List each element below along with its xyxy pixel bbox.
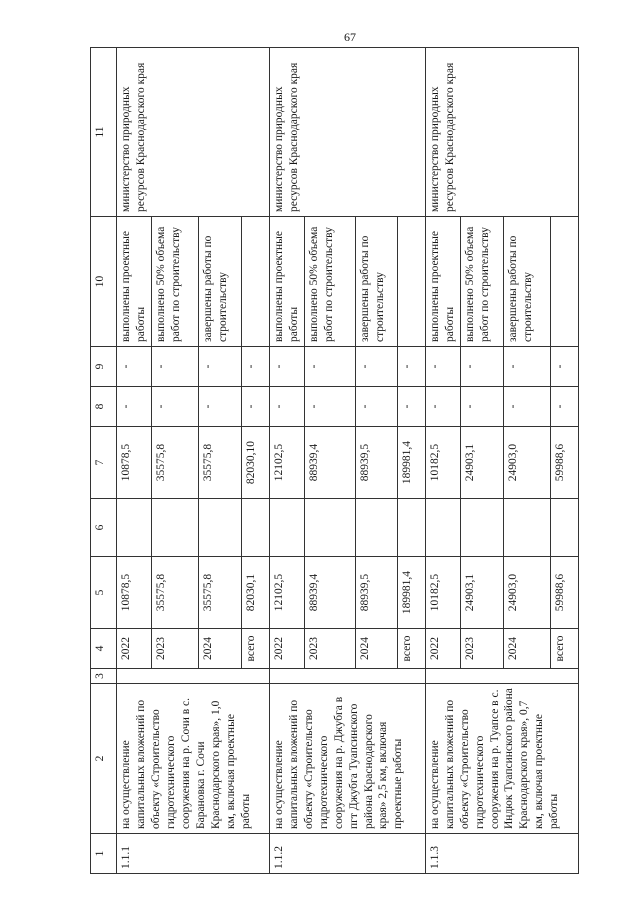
- amount-cell: [397, 499, 425, 557]
- table-row: [269, 48, 304, 874]
- amount-cell: [460, 499, 503, 557]
- amount-cell: [503, 499, 550, 557]
- header-cell: 4: [91, 629, 117, 669]
- amount-cell: 82030,10: [241, 427, 269, 499]
- rotated-table-frame: [90, 48, 575, 874]
- amount-cell: 24903,1: [460, 427, 503, 499]
- amount-cell: -: [269, 347, 304, 387]
- header-cell: 9: [91, 347, 117, 387]
- year-cell: 2024: [355, 629, 397, 669]
- amount-cell: 35575,8: [151, 427, 198, 499]
- header-cell: 8: [91, 387, 117, 427]
- amount-cell: 82030,1: [241, 557, 269, 629]
- item-description: на осуществление капитальных вложений по объекту «Строительство гидротехнического сооружения на р. Джубга в пгт Джубга Туапсинского района Краснодарского края» 2,5 км, включая проектные работы: [269, 684, 425, 834]
- header-cell: 10: [91, 217, 117, 347]
- amount-cell: 35575,8: [198, 427, 241, 499]
- amount-cell: 189981,4: [397, 427, 425, 499]
- header-cell: 1: [91, 834, 117, 874]
- header-cell: 3: [91, 669, 117, 684]
- year-cell: 2023: [460, 629, 503, 669]
- item-description: на осуществление капитальных вложений по объекту «Строительство гидротехнического сооружения на р. Туапсе в с. Индюк Туапсинского района Краснодарского края», 0,7 км, включая проектные работы: [425, 684, 578, 834]
- amount-cell: 189981,4: [397, 557, 425, 629]
- amount-cell: 88939,4: [304, 557, 355, 629]
- result-cell: завершены работы по строительству: [503, 217, 550, 347]
- year-cell: 2024: [503, 629, 550, 669]
- amount-cell: -: [425, 387, 460, 427]
- amount-cell: -: [425, 347, 460, 387]
- result-cell: выполнены проектные работы: [269, 217, 304, 347]
- result-cell: завершены работы по строительству: [198, 217, 241, 347]
- result-cell: завершены работы по строительству: [355, 217, 397, 347]
- responsible-cell: министерство природных ресурсов Краснодарского края: [117, 48, 270, 217]
- program-table: [90, 47, 579, 874]
- amount-cell: -: [117, 387, 152, 427]
- amount-cell: [117, 499, 152, 557]
- amount-cell: 10182,5: [425, 427, 460, 499]
- responsible-cell: министерство природных ресурсов Краснодарского края: [425, 48, 578, 217]
- responsible-cell: министерство природных ресурсов Краснодарского края: [269, 48, 425, 217]
- header-cell: 6: [91, 499, 117, 557]
- header-cell: 5: [91, 557, 117, 629]
- amount-cell: 10878,5: [117, 427, 152, 499]
- year-cell: всего: [397, 629, 425, 669]
- result-cell: [397, 217, 425, 347]
- amount-cell: -: [151, 347, 198, 387]
- table-row: [117, 48, 152, 874]
- year-cell: 2023: [151, 629, 198, 669]
- amount-cell: [241, 499, 269, 557]
- amount-cell: [355, 499, 397, 557]
- page-number: 67: [344, 30, 356, 44]
- amount-cell: 59988,6: [550, 427, 578, 499]
- amount-cell: -: [117, 347, 152, 387]
- amount-cell: [269, 499, 304, 557]
- amount-cell: 59988,6: [550, 557, 578, 629]
- amount-cell: [550, 499, 578, 557]
- item-id: 1.1.1: [117, 834, 270, 874]
- amount-cell: 24903,0: [503, 557, 550, 629]
- amount-cell: -: [198, 347, 241, 387]
- amount-cell: [425, 499, 460, 557]
- amount-cell: -: [503, 387, 550, 427]
- amount-cell: 88939,5: [355, 557, 397, 629]
- header-row: [91, 48, 117, 874]
- result-cell: выполнено 50% объема работ по строительству: [304, 217, 355, 347]
- amount-cell: -: [241, 387, 269, 427]
- amount-cell: 35575,8: [151, 557, 198, 629]
- item-description: на осуществление капитальных вложений по объекту «Строительство гидротехнического сооружения на р. Сочи в с. Барановка г. Сочи Краснодарского края», 1,0 км, включая проектные работы: [117, 684, 270, 834]
- col3-cell: [117, 669, 270, 684]
- amount-cell: -: [355, 387, 397, 427]
- amount-cell: [304, 499, 355, 557]
- amount-cell: -: [304, 347, 355, 387]
- result-cell: выполнены проектные работы: [117, 217, 152, 347]
- table-row: [425, 48, 460, 874]
- amount-cell: -: [460, 347, 503, 387]
- amount-cell: 10878,5: [117, 557, 152, 629]
- amount-cell: -: [550, 387, 578, 427]
- amount-cell: -: [503, 347, 550, 387]
- amount-cell: -: [304, 387, 355, 427]
- amount-cell: 88939,5: [355, 427, 397, 499]
- amount-cell: 12102,5: [269, 427, 304, 499]
- year-cell: всего: [550, 629, 578, 669]
- result-cell: выполнено 50% объема работ по строительству: [151, 217, 198, 347]
- amount-cell: [151, 499, 198, 557]
- header-cell: 2: [91, 684, 117, 834]
- result-cell: [550, 217, 578, 347]
- header-cell: 7: [91, 427, 117, 499]
- year-cell: 2022: [425, 629, 460, 669]
- amount-cell: -: [241, 347, 269, 387]
- year-cell: 2022: [269, 629, 304, 669]
- amount-cell: -: [355, 347, 397, 387]
- amount-cell: 12102,5: [269, 557, 304, 629]
- amount-cell: 24903,1: [460, 557, 503, 629]
- amount-cell: -: [460, 387, 503, 427]
- year-cell: 2023: [304, 629, 355, 669]
- item-id: 1.1.3: [425, 834, 578, 874]
- col3-cell: [425, 669, 578, 684]
- amount-cell: -: [269, 387, 304, 427]
- result-cell: выполнено 50% объема работ по строительству: [460, 217, 503, 347]
- header-cell: 11: [91, 48, 117, 217]
- amount-cell: 24903,0: [503, 427, 550, 499]
- year-cell: 2022: [117, 629, 152, 669]
- amount-cell: [198, 499, 241, 557]
- amount-cell: -: [397, 347, 425, 387]
- col3-cell: [269, 669, 425, 684]
- year-cell: всего: [241, 629, 269, 669]
- amount-cell: -: [397, 387, 425, 427]
- item-id: 1.1.2: [269, 834, 425, 874]
- amount-cell: -: [151, 387, 198, 427]
- amount-cell: 10182,5: [425, 557, 460, 629]
- result-cell: [241, 217, 269, 347]
- result-cell: выполнены проектные работы: [425, 217, 460, 347]
- amount-cell: 35575,8: [198, 557, 241, 629]
- year-cell: 2024: [198, 629, 241, 669]
- amount-cell: -: [550, 347, 578, 387]
- amount-cell: 88939,4: [304, 427, 355, 499]
- amount-cell: -: [198, 387, 241, 427]
